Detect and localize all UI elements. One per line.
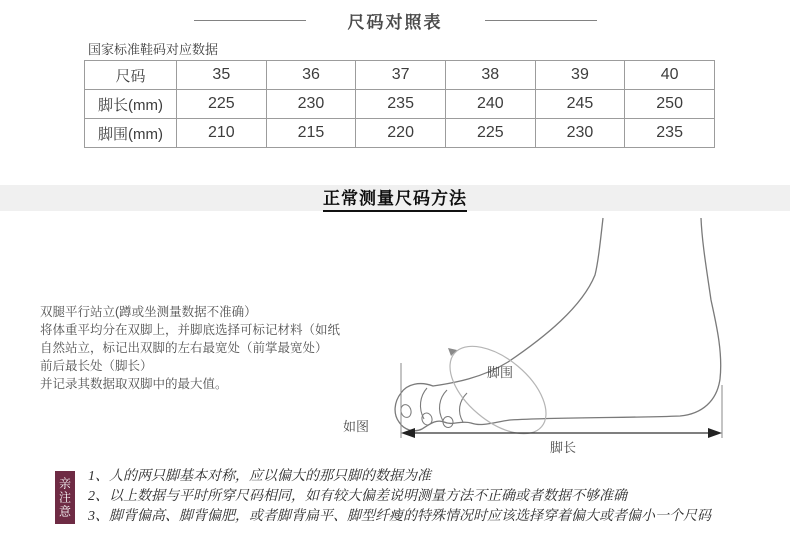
foot-outline (395, 218, 721, 431)
table-caption: 国家标准鞋码对应数据 (88, 42, 219, 57)
note-item: 1、人的两只脚基本对称，应以偏大的那只脚的数据为准 (88, 469, 431, 484)
toe-separator (460, 393, 467, 422)
row-label-foot-length: 脚长(mm) (85, 90, 177, 119)
page-title: 尺码对照表 (347, 12, 443, 32)
size-cell: 40 (625, 61, 715, 90)
size-cell: 36 (266, 61, 356, 90)
note-item: 2、以上数据与平时所穿尺码相同，如有较大偏差说明测量方法不正确或者数据不够准确 (88, 489, 627, 504)
size-table (84, 60, 715, 148)
table-row (85, 61, 715, 90)
length-arrowhead-right-icon (708, 428, 722, 438)
size-cell: 38 (445, 61, 535, 90)
foot-length-cell: 230 (266, 90, 356, 119)
instruction-line: 并记录其数据取双脚中的最大值。 (40, 377, 228, 391)
foot-diagram (330, 215, 790, 455)
size-cell: 37 (356, 61, 446, 90)
toe-separator (440, 390, 447, 421)
foot-girth-cell: 210 (177, 119, 267, 148)
foot-girth-cell: 215 (266, 119, 356, 148)
instruction-line: 自然站立，标记出双脚的左右最宽处（前掌最宽处） (40, 341, 328, 355)
section-band (0, 185, 790, 211)
foot-length-cell: 235 (356, 90, 446, 119)
table-row (85, 119, 715, 148)
instruction-line: 将体重平均分在双脚上，并脚底选择可标记材料（如纸 (40, 323, 341, 337)
size-cell: 39 (535, 61, 625, 90)
table-row (85, 90, 715, 119)
foot-length-cell: 250 (625, 90, 715, 119)
as-shown-label: 如图 (343, 419, 370, 434)
girth-measure-ellipse (434, 330, 561, 451)
measurement-instructions (40, 303, 340, 393)
foot-length-cell: 225 (177, 90, 267, 119)
instruction-line: 双腿平行站立(蹲或坐测量数据不准确） (40, 305, 257, 319)
foot-girth-label: 脚围 (487, 365, 514, 380)
foot-length-label: 脚长 (550, 440, 577, 455)
row-label-size: 尺码 (85, 61, 177, 90)
foot-length-cell: 245 (535, 90, 625, 119)
attention-badge: 亲注意 (55, 471, 75, 524)
section-title: 正常测量尺码方法 (323, 184, 467, 212)
note-item: 3、脚背偏高、脚背偏肥，或者脚背扁平、脚型纤瘦的特殊情况时应该选择穿着偏大或者偏小一个尺码 (88, 509, 711, 524)
foot-girth-cell: 235 (625, 119, 715, 148)
title-rule-left (194, 20, 306, 21)
foot-girth-cell: 225 (445, 119, 535, 148)
foot-girth-cell: 230 (535, 119, 625, 148)
instruction-line: 前后最长处（脚长） (40, 359, 153, 373)
foot-length-cell: 240 (445, 90, 535, 119)
title-rule-right (485, 20, 597, 21)
page-header (0, 6, 790, 34)
size-cell: 35 (177, 61, 267, 90)
foot-girth-cell: 220 (356, 119, 446, 148)
row-label-foot-girth: 脚围(mm) (85, 119, 177, 148)
notes-list (88, 467, 711, 527)
